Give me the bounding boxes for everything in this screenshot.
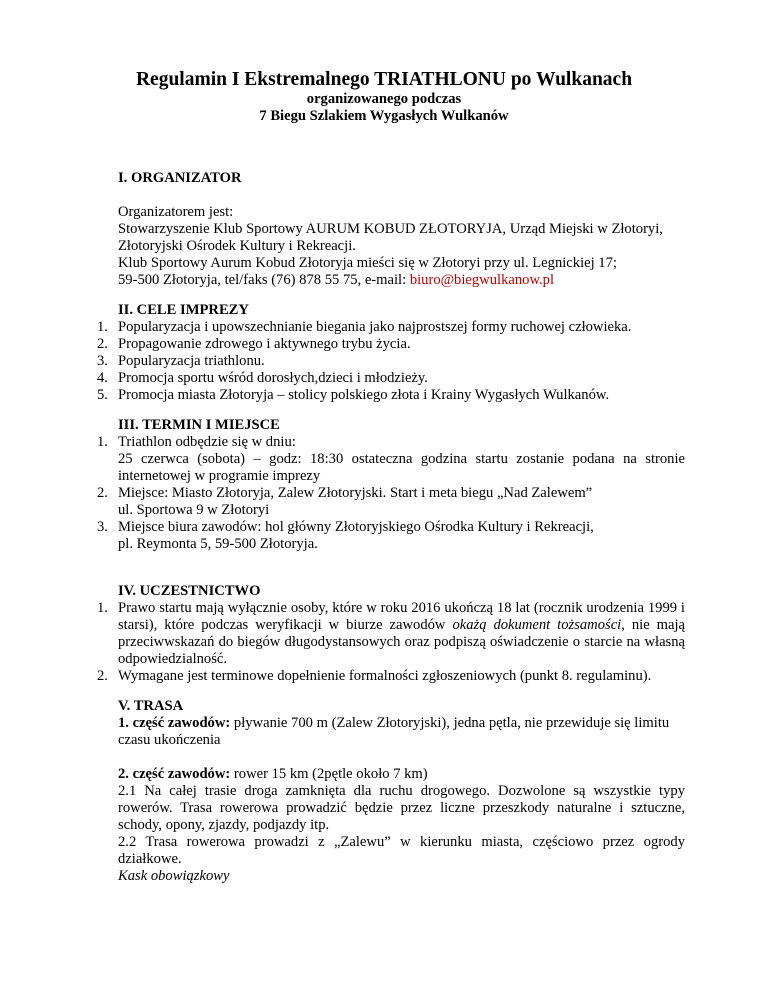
trasa-part-1-text: pływanie 700 m (Zalew Złotoryjski), jedna pętla, nie przewiduje się limitu czasu ukończenia xyxy=(118,715,670,748)
list-item-text: Miejsce biura zawodów: hol główny Złotoryjskiego Ośrodka Kultury i Rekreacji, xyxy=(118,519,594,535)
trasa-helmet-note: Kask obowiązkowy xyxy=(118,868,230,884)
list-item-text: 25 czerwca (sobota) – godz: 18:30 ostateczna godzina startu zostanie podana na stronie internetowej w programie imprezy xyxy=(118,451,685,484)
document-title: Regulamin I Ekstremalnego TRIATHLONU po Wulkanach xyxy=(135,69,633,90)
organizer-contact: 59-500 Złotoryja, tel/faks (76) 878 55 75, e-mail: xyxy=(118,272,410,288)
list-item-text: Popularyzacja triathlonu. xyxy=(118,353,265,369)
section-organizator-heading: I. ORGANIZATOR xyxy=(118,170,242,186)
section-uczestnictwo-heading: IV. UCZESTNICTWO xyxy=(118,583,261,599)
cele-list xyxy=(97,319,685,404)
organizer-line-2: Złotoryjski Ośrodek Kultury i Rekreacji. xyxy=(118,238,356,254)
list-item-text: , nie mają przeciwwskazań do biegów długodystansowych oraz podpiszą oświadczenie o starcie na własną odpowiedzialność. xyxy=(118,617,686,667)
document-body xyxy=(97,170,686,885)
trasa-part-2-label: 2. część zawodów: xyxy=(118,766,231,782)
organizer-line-4 xyxy=(118,272,685,289)
list-item xyxy=(97,600,686,668)
list-item xyxy=(97,353,685,370)
organizer-intro: Organizatorem jest: xyxy=(118,204,234,220)
trasa-paragraph-2-1: 2.1 Na całej trasie droga zamknięta dla ruchu drogowego. Dozwolone są wszystkie typy rowerów. Trasa rowerowa prowadzić będzie przez liczne przeszkody naturalne i sztuczne, schody, opony, zjazdy, podjazdy itp. xyxy=(118,783,685,833)
trasa-paragraph-2-2: 2.2 Trasa rowerowa prowadzi z „Zalewu” w kierunku miasta, częściowo przez ogrody działkowe. xyxy=(118,834,685,867)
section-trasa-heading: V. TRASA xyxy=(118,698,184,714)
list-item-number: 2. xyxy=(97,485,108,501)
trasa-part-2 xyxy=(118,766,685,783)
list-item xyxy=(97,336,685,353)
list-item xyxy=(97,387,685,404)
trasa-part-1 xyxy=(118,715,685,749)
list-item xyxy=(97,485,685,519)
list-item-number: 1. xyxy=(97,319,108,335)
list-item xyxy=(97,668,685,685)
organizer-email-link[interactable]: biuro@biegwulkanow.pl xyxy=(409,272,555,288)
uczestnictwo-list xyxy=(97,600,686,685)
list-item-number: 2. xyxy=(97,668,108,684)
list-item-text: Propagowanie zdrowego i aktywnego trybu życia. xyxy=(118,336,411,352)
list-item-number: 1. xyxy=(97,600,108,616)
list-item-text: Miejsce: Miasto Złotoryja, Zalew Złotoryjski. Start i meta biegu „Nad Zalewem” xyxy=(118,485,593,501)
document-subtitle-1: organizowanego podczas xyxy=(306,91,462,107)
list-item-text: pl. Reymonta 5, 59-500 Złotoryja. xyxy=(118,536,318,552)
list-item xyxy=(97,370,685,387)
list-item xyxy=(97,319,685,336)
list-item-text: Wymagane jest terminowe dopełnienie formalności zgłoszeniowych (punkt 8. regulaminu). xyxy=(118,668,652,684)
list-item-number: 3. xyxy=(97,353,108,369)
trasa-part-1-label: 1. część zawodów: xyxy=(118,715,231,731)
trasa-part-2-text: rower 15 km (2pętle około 7 km) xyxy=(230,766,428,782)
list-item-text: Prawo startu mają wyłącznie osoby, które w roku 2016 ukończą 18 lat (rocznik urodzenia 1999 i starsi), które podczas weryfikacji w biurze zawodów xyxy=(118,600,685,633)
section-termin-heading: III. TERMIN I MIEJSCE xyxy=(118,417,280,433)
list-item xyxy=(97,519,685,553)
list-item-number: 3. xyxy=(97,519,108,535)
list-item-text: Triathlon odbędzie się w dniu: xyxy=(118,434,296,450)
organizer-line-3: Klub Sportowy Aurum Kobud Złotoryja mieści się w Złotoryi przy ul. Legnickiej 17; xyxy=(118,255,617,271)
list-item-text: ul. Sportowa 9 w Złotoryi xyxy=(118,502,270,518)
list-item-text: Promocja sportu wśród dorosłych,dzieci i młodzieży. xyxy=(118,370,428,386)
document-subtitle-2: 7 Biegu Szlakiem Wygasłych Wulkanów xyxy=(259,108,509,124)
list-item-number: 2. xyxy=(97,336,108,352)
list-item-number: 4. xyxy=(97,370,108,386)
section-cele-heading: II. CELE IMPREZY xyxy=(118,302,249,318)
organizer-line-1: Stowarzyszenie Klub Sportowy AURUM KOBUD ZŁOTORYJA, Urząd Miejski w Złotoryi, xyxy=(118,221,663,237)
list-item xyxy=(97,434,685,485)
list-item-text: Popularyzacja i upowszechnianie biegania jako najprostszej formy ruchowej człowieka. xyxy=(118,319,632,335)
list-item-text: Promocja miasta Złotoryja – stolicy polskiego złota i Krainy Wygasłych Wulkanów. xyxy=(118,387,610,403)
list-item-number: 1. xyxy=(97,434,108,450)
termin-list xyxy=(97,434,685,553)
list-item-number: 5. xyxy=(97,387,108,403)
list-item-emphasis: okażą dokument tożsamości xyxy=(452,617,622,633)
